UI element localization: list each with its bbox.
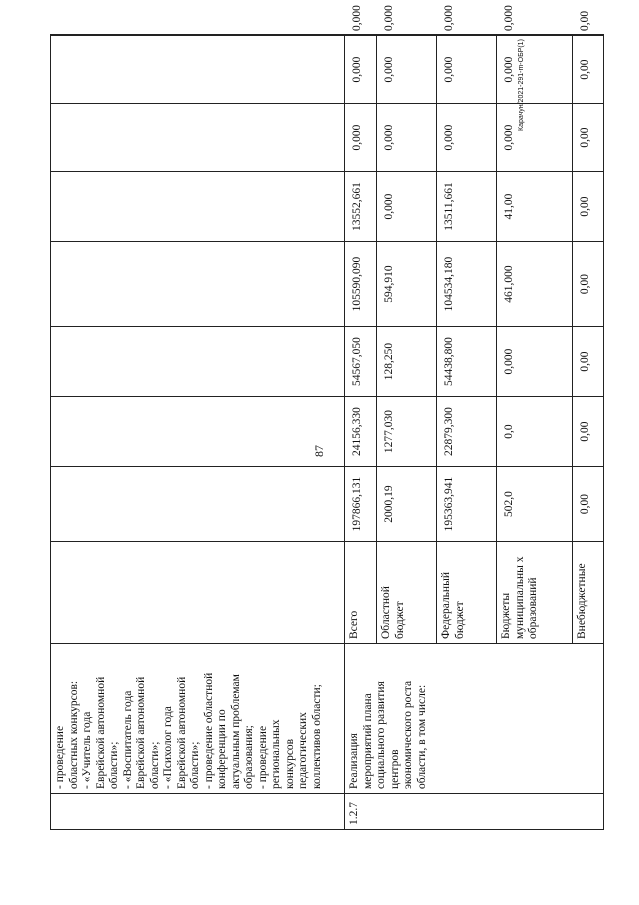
- description-line: конкурсов: [283, 738, 296, 789]
- value-cell: 0,000: [497, 104, 573, 172]
- description-line: актуальным проблемам: [229, 674, 242, 789]
- value-cell: 0,000: [345, 36, 377, 104]
- value-cell: 594,910: [377, 242, 437, 327]
- value-cell: 0,000: [377, 104, 437, 172]
- value-cell: 0,00: [573, 36, 604, 104]
- description-line: центров: [388, 749, 401, 789]
- value-cell: 41,00: [497, 172, 573, 242]
- empty-cell: [51, 467, 345, 542]
- description-line: региональных: [270, 719, 282, 789]
- funding-source-label: Всего: [345, 542, 377, 644]
- funding-source-label: Внебюджетные: [573, 542, 604, 644]
- empty-cell: [51, 172, 345, 242]
- empty-cell: [51, 242, 345, 327]
- funding-source-label: Областной бюджет: [377, 542, 437, 644]
- empty-cell: [51, 35, 345, 36]
- value-cell: 0,000: [377, 36, 437, 104]
- description-line: области»;: [148, 741, 161, 789]
- description-line: экономического роста: [402, 680, 414, 789]
- empty-cell: [51, 542, 345, 644]
- description-line: - проведение областной: [202, 672, 215, 789]
- funding-source-label: Федеральный бюджет: [437, 542, 497, 644]
- value-cell: 0,000: [497, 327, 573, 397]
- funding-source-label: Бюджеты муниципальны х образований: [497, 542, 573, 644]
- description-line: - «Психолог года: [162, 706, 174, 789]
- value-cell: 0,000: [497, 35, 573, 36]
- value-cell: 0,000: [377, 172, 437, 242]
- value-cell: 0,000: [345, 35, 377, 36]
- empty-cell: [51, 104, 345, 172]
- row-number: 1.2.7: [345, 794, 604, 830]
- value-cell: 0,00: [573, 242, 604, 327]
- description-line: конференции по: [216, 709, 228, 789]
- row-number-cell: [51, 794, 345, 830]
- description-line: мероприятий плана: [361, 693, 374, 789]
- description-line: коллективов области;: [310, 684, 323, 789]
- description-line: Реализация: [348, 733, 360, 789]
- value-cell: 24156,330: [345, 397, 377, 467]
- description-line: области, в том числе:: [415, 684, 428, 789]
- description-line: областных конкурсов:: [67, 680, 80, 789]
- value-cell: 0,000: [377, 35, 437, 36]
- value-cell: 22879,300: [437, 397, 497, 467]
- table-row: [51, 35, 345, 830]
- value-cell: 2000,19: [377, 467, 437, 542]
- value-cell: 197866,131: [345, 467, 377, 542]
- value-cell: 0,000: [437, 104, 497, 172]
- description-line: области»;: [108, 741, 120, 789]
- value-cell: 0,000: [345, 104, 377, 172]
- value-cell: 54438,800: [437, 327, 497, 397]
- value-cell: 0,00: [573, 397, 604, 467]
- value-cell: 195363,941: [437, 467, 497, 542]
- description-line: Еврейской автономной: [175, 676, 188, 789]
- description-line: социального развития: [375, 681, 387, 789]
- value-cell: 13552,661: [345, 172, 377, 242]
- description-cell: [51, 644, 345, 794]
- value-cell: 0,00: [573, 104, 604, 172]
- value-cell: 0,000: [497, 36, 573, 104]
- footer-code: Карачун/2021-291-m-ОБР(1): [518, 39, 525, 131]
- description-line: - проведение: [54, 725, 66, 789]
- value-cell: 0,00: [573, 467, 604, 542]
- description-line: педагогических: [297, 712, 309, 789]
- rotated-table-wrapper: [50, 5, 591, 830]
- description-line: области»;: [189, 741, 201, 789]
- value-cell: 0,000: [437, 35, 497, 36]
- value-cell: 13511,661: [437, 172, 497, 242]
- empty-cell: [51, 327, 345, 397]
- value-cell: 0,00: [573, 35, 604, 36]
- value-cell: 0,00: [573, 172, 604, 242]
- value-cell: 461,000: [497, 242, 573, 327]
- value-cell: 0,00: [573, 327, 604, 397]
- value-cell: 0,000: [437, 36, 497, 104]
- description-line: Еврейской автономной: [94, 676, 107, 789]
- description-line: - «Учитель года: [81, 711, 93, 789]
- empty-cell: [51, 36, 345, 104]
- description-line: Еврейской автономной: [135, 676, 147, 789]
- value-cell: 105590,090: [345, 242, 377, 327]
- value-cell: 502,0: [497, 467, 573, 542]
- value-cell: 128,250: [377, 327, 437, 397]
- value-cell: 1277,030: [377, 397, 437, 467]
- empty-cell: [51, 397, 345, 467]
- page-number: 87: [312, 445, 326, 457]
- budget-table: [50, 5, 604, 830]
- description-line: - проведение: [256, 725, 269, 789]
- description-line: образования;: [243, 725, 255, 789]
- description-cell: [345, 644, 604, 794]
- description-line: - «Воспитатель года: [121, 690, 134, 789]
- value-cell: 104534,180: [437, 242, 497, 327]
- table-row: [345, 35, 377, 830]
- value-cell: 54567,050: [345, 327, 377, 397]
- value-cell: 0,0: [497, 397, 573, 467]
